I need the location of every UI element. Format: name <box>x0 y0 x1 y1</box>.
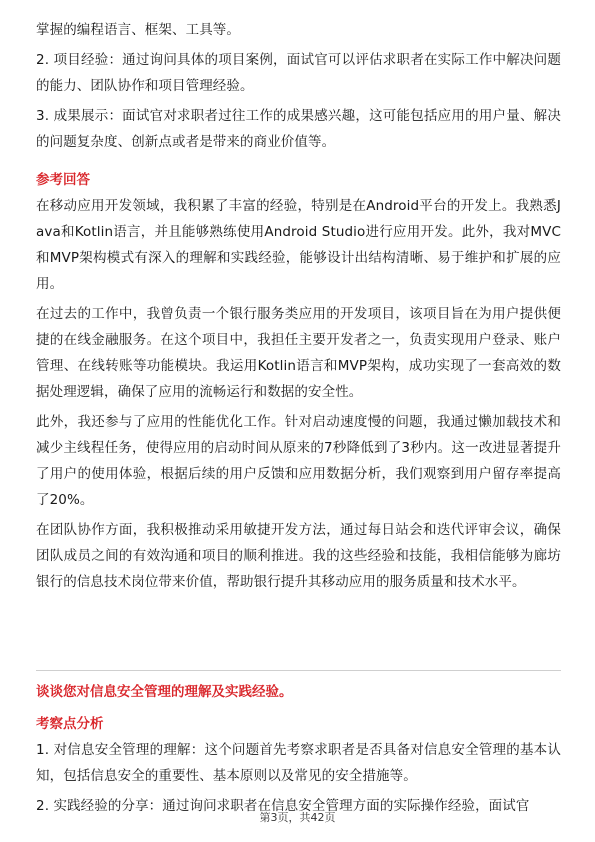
reference-answer-heading: 参考回答 <box>36 172 90 188</box>
question-analysis-item-2: 2. 实践经验的分享：通过询问求职者在信息安全管理方面的实际操作经验，面试官 <box>36 798 530 814</box>
page-number: 第3页，共42页 <box>259 811 336 824</box>
answer-paragraph-4: 在团队协作方面，我积极推动采用敏捷开发方法，通过每日站会和迭代评审会议，确保团队成员之间的有效沟通和项目的顺利推进。我的这些经验和技能，我相信能够为廊坊银行的信息技术岗位带来价值，帮助银行提升其移动应用的服务质量和技术水平。 <box>36 522 561 590</box>
answer-paragraph-2: 在过去的工作中，我曾负责一个银行服务类应用的开发项目，该项目旨在为用户提供便捷的在线金融服务。在这个项目中，我担任主要开发者之一，负责实现用户登录、账户管理、在线转账等功能模块。我运用Kotlin语言和MVP架构，成功实现了一套高效的数据处理逻辑，确保了应用的流畅运行和数据的安全性。 <box>36 306 561 400</box>
section-divider <box>36 670 561 671</box>
upper-content <box>36 17 561 595</box>
lower-content <box>36 679 561 819</box>
analysis-item-3: 3. 成果展示：面试官对求职者过往工作的成果感兴趣，这可能包括应用的用户量、解决的问题复杂度、创新点或者是带来的商业价值等。 <box>36 108 561 150</box>
analysis-heading: 考察点分析 <box>36 716 104 732</box>
answer-paragraph-1: 在移动应用开发领域，我积累了丰富的经验，特别是在Android平台的开发上。我熟悉Java和Kotlin语言，并且能够熟练使用Android Studio进行应用开发。此外，我对MVC和MVP架构模式有深入的理解和实践经验，能够设计出结构清晰、易于维护和扩展的应用。 <box>36 198 561 292</box>
question-analysis-item-1: 1. 对信息安全管理的理解：这个问题首先考察求职者是否具备对信息安全管理的基本认知，包括信息安全的重要性、基本原则以及常见的安全措施等。 <box>36 742 561 784</box>
continued-paragraph: 掌握的编程语言、框架、工具等。 <box>36 22 240 38</box>
question-title: 谈谈您对信息安全管理的理解及实践经验。 <box>36 684 293 700</box>
analysis-item-2: 2. 项目经验：通过询问具体的项目案例，面试官可以评估求职者在实际工作中解决问题的能力、团队协作和项目管理经验。 <box>36 52 561 94</box>
answer-paragraph-3: 此外，我还参与了应用的性能优化工作。针对启动速度慢的问题，我通过懒加载技术和减少主线程任务，使得应用的启动时间从原来的7秒降低到了3秒内。这一改进显著提升了用户的使用体验，根据后续的用户反馈和应用数据分析，我们观察到用户留存率提高了20%。 <box>36 414 561 508</box>
